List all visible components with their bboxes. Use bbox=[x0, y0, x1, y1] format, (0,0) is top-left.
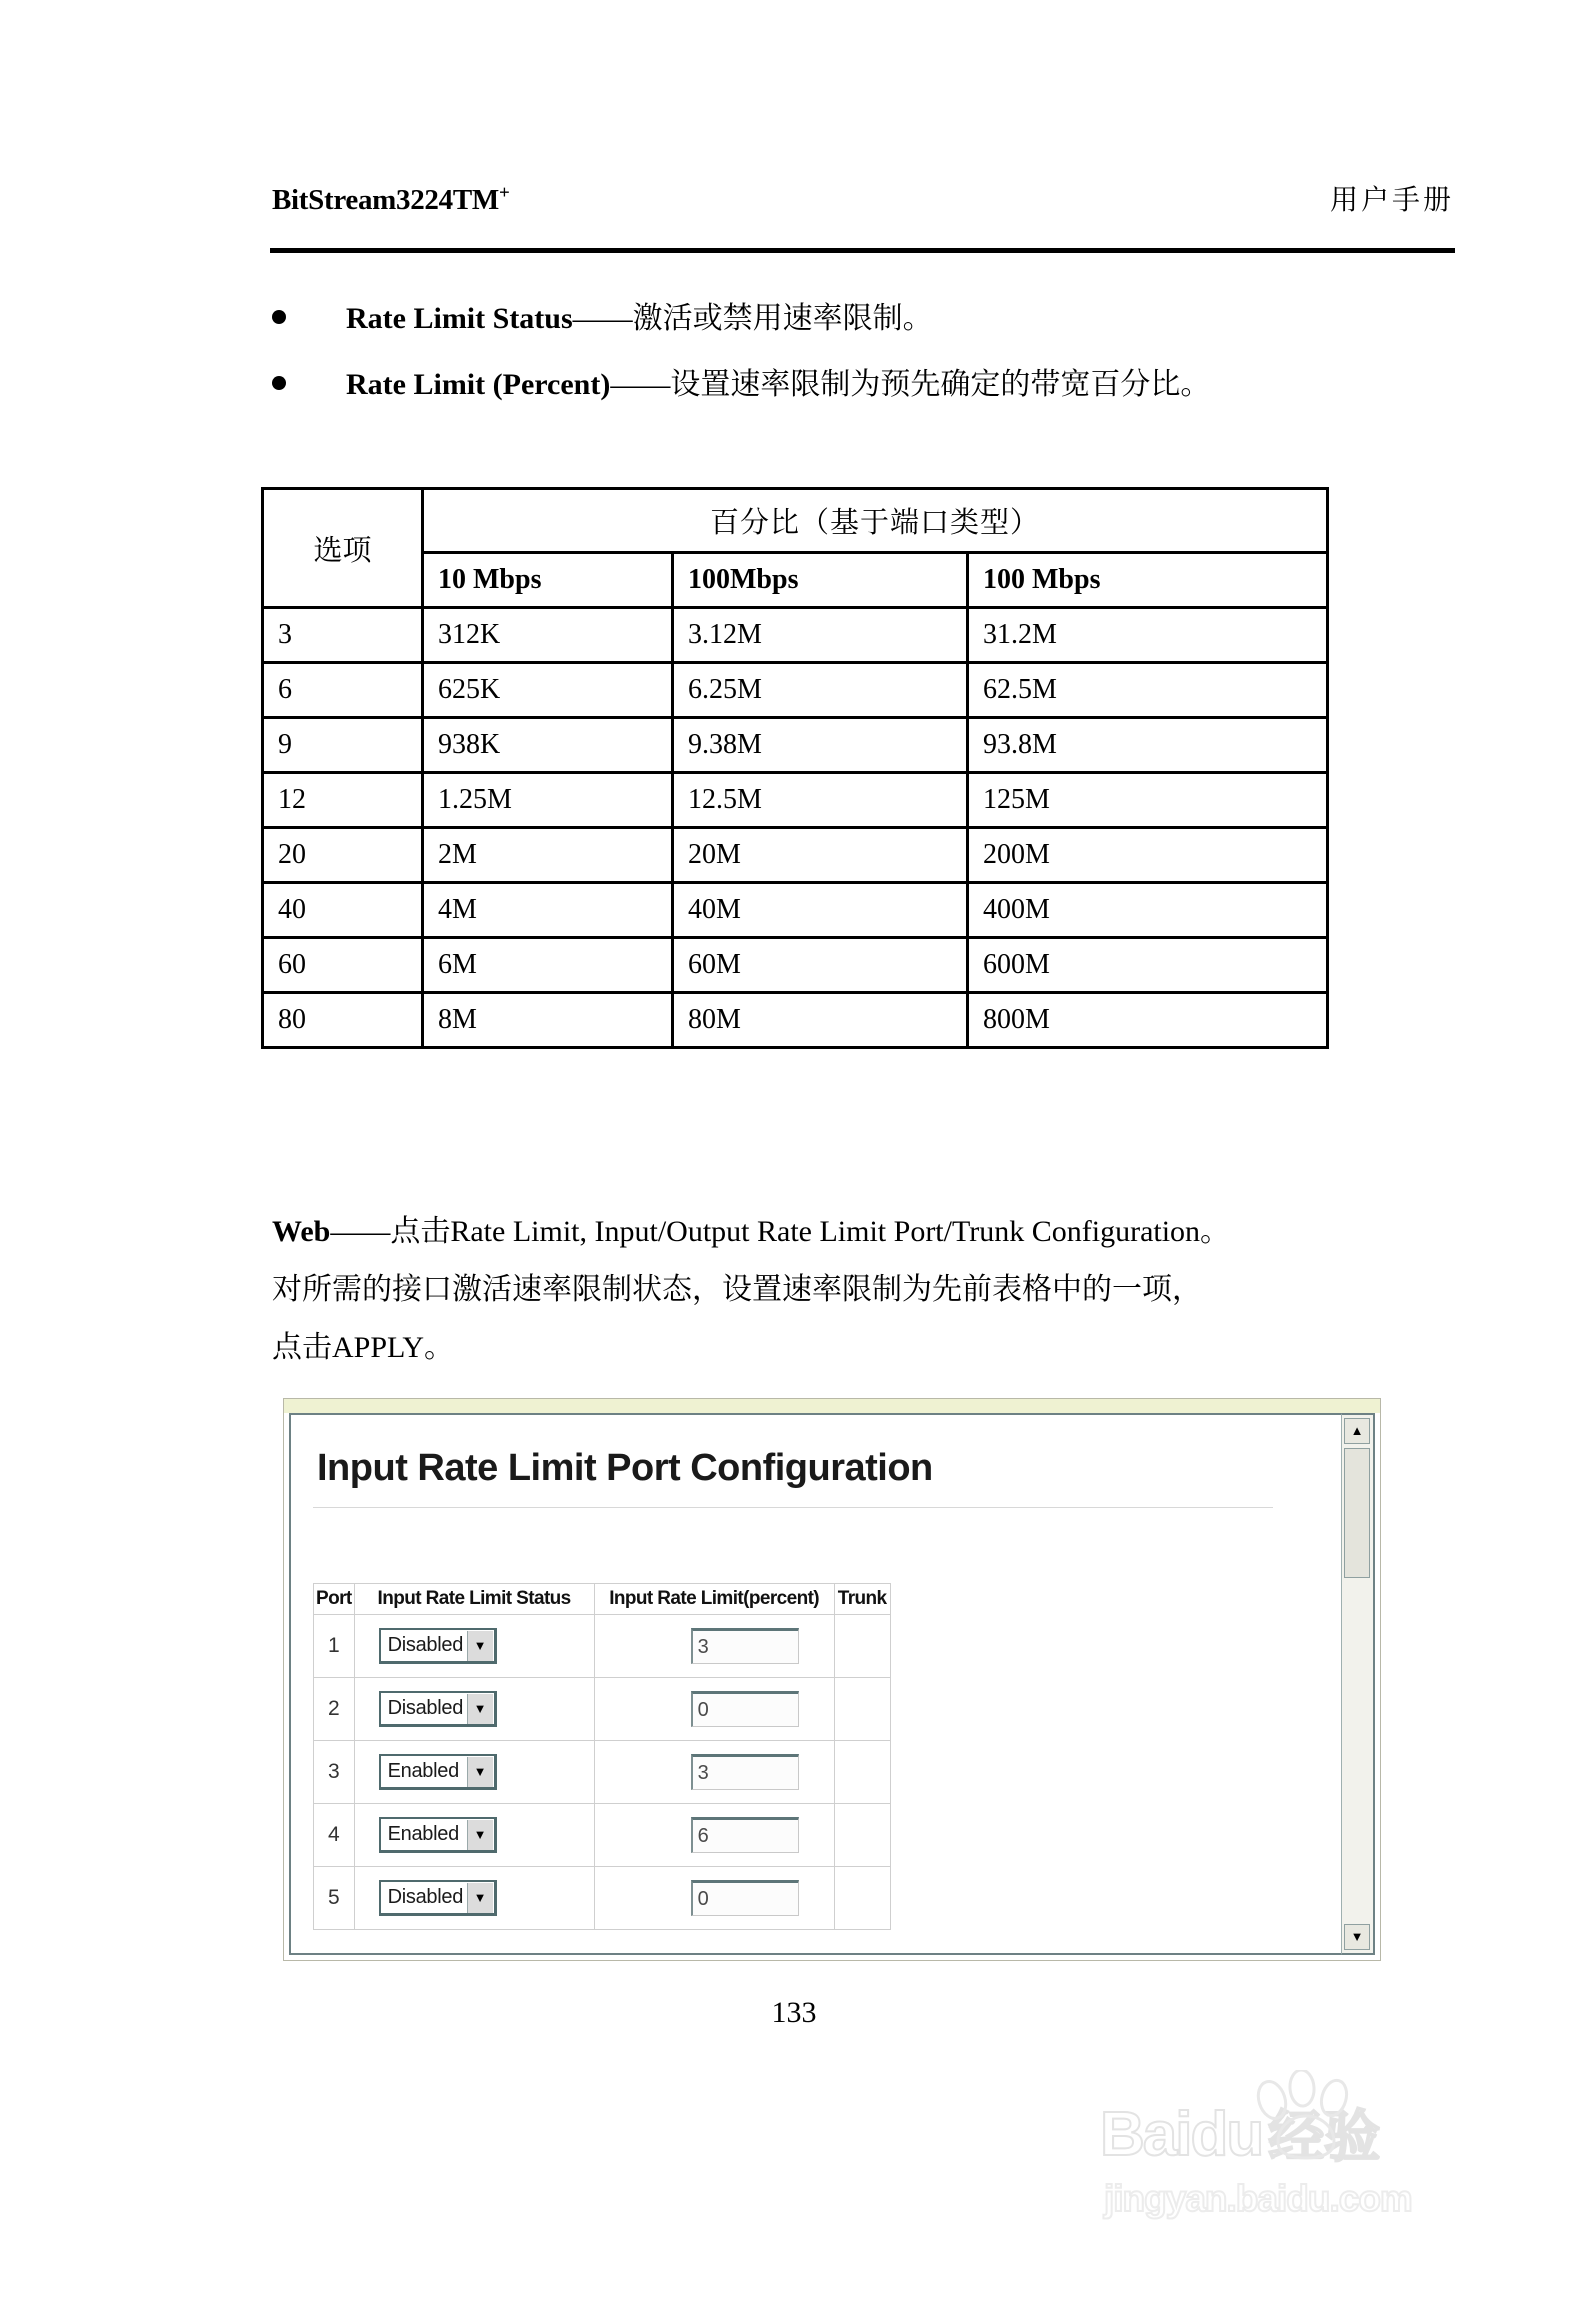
running-header bbox=[272, 178, 1454, 218]
chevron-down-icon: ▼ bbox=[467, 1631, 493, 1661]
cell-10mbps: 4M bbox=[423, 883, 673, 938]
rate-limit-table-body bbox=[263, 608, 1328, 1048]
cell-trunk bbox=[834, 1741, 890, 1804]
screenshot-content-area bbox=[289, 1413, 1375, 1955]
chevron-down-icon: ▼ bbox=[467, 1820, 493, 1850]
column-header-input-rate-limit-status: Input Rate Limit Status bbox=[354, 1584, 594, 1615]
cell-1000mbps: 31.2M bbox=[968, 608, 1328, 663]
cell-port-number: 1 bbox=[314, 1615, 355, 1678]
cell-status bbox=[354, 1678, 594, 1741]
column-header-option: 选项 bbox=[263, 489, 423, 608]
web-instruction-line-2: 对所需的接口激活速率限制状态，设置速率限制为先前表格中的一项， bbox=[272, 1273, 1202, 1306]
bullet-list bbox=[272, 300, 1462, 431]
table-row bbox=[314, 1615, 891, 1678]
column-header-10mbps: 10 Mbps bbox=[423, 553, 673, 608]
cell-trunk bbox=[834, 1678, 890, 1741]
bullet-text bbox=[346, 366, 1210, 404]
table-row bbox=[263, 828, 1328, 883]
cell-option: 20 bbox=[263, 828, 423, 883]
table-header-row bbox=[263, 489, 1328, 553]
bullet-description: ——设置速率限制为预先确定的带宽百分比。 bbox=[610, 367, 1211, 401]
cell-option: 60 bbox=[263, 938, 423, 993]
watermark-url: jingyan.baidu.com bbox=[1104, 2178, 1412, 2219]
cell-1000mbps: 62.5M bbox=[968, 663, 1328, 718]
status-dropdown-port-4[interactable] bbox=[379, 1817, 497, 1853]
cell-option: 80 bbox=[263, 993, 423, 1048]
cell-status bbox=[354, 1741, 594, 1804]
web-instruction-line-1 bbox=[272, 1203, 1472, 1261]
cell-trunk bbox=[834, 1804, 890, 1867]
chevron-down-icon: ▼ bbox=[467, 1757, 493, 1787]
vertical-scrollbar[interactable] bbox=[1341, 1413, 1375, 1955]
scroll-down-arrow-icon[interactable]: ▼ bbox=[1344, 1924, 1370, 1950]
document-model-name bbox=[272, 184, 509, 217]
model-text: BitStream3224TM bbox=[272, 184, 499, 216]
scroll-up-arrow-icon[interactable]: ▲ bbox=[1344, 1418, 1370, 1444]
percent-input-port-3[interactable] bbox=[691, 1754, 799, 1790]
cell-10mbps: 2M bbox=[423, 828, 673, 883]
document-manual-label: 用户手册 bbox=[1329, 185, 1454, 216]
table-row bbox=[314, 1804, 891, 1867]
scrollbar-thumb[interactable] bbox=[1344, 1448, 1370, 1578]
bullet-dot-icon bbox=[272, 376, 286, 390]
table-row bbox=[263, 938, 1328, 993]
cell-option: 12 bbox=[263, 773, 423, 828]
column-header-port: Port bbox=[314, 1584, 355, 1615]
web-instruction-rest: ——点击Rate Limit, Input/Output Rate Limit Port/Trunk Configuration。 bbox=[330, 1215, 1231, 1248]
bullet-term: Rate Limit Status bbox=[346, 302, 573, 335]
cell-status bbox=[354, 1804, 594, 1867]
table-row bbox=[263, 663, 1328, 718]
percent-input-value: 0 bbox=[697, 1698, 709, 1721]
cell-percent bbox=[594, 1867, 834, 1930]
percent-input-port-2[interactable] bbox=[691, 1691, 799, 1727]
percent-input-port-5[interactable] bbox=[691, 1880, 799, 1916]
cell-1000mbps: 125M bbox=[968, 773, 1328, 828]
column-header-input-rate-limit-percent: Input Rate Limit(percent) bbox=[594, 1584, 834, 1615]
table-row bbox=[263, 883, 1328, 938]
cell-option: 3 bbox=[263, 608, 423, 663]
cell-1000mbps: 800M bbox=[968, 993, 1328, 1048]
list-item bbox=[272, 366, 1462, 404]
cell-percent bbox=[594, 1804, 834, 1867]
bullet-dot-icon bbox=[272, 310, 286, 324]
cell-port-number: 3 bbox=[314, 1741, 355, 1804]
watermark-brand-cn: 经验 bbox=[1268, 2107, 1381, 2169]
cell-trunk bbox=[834, 1867, 890, 1930]
column-header-1000mbps: 100 Mbps bbox=[968, 553, 1328, 608]
rate-limit-table bbox=[261, 487, 1329, 1049]
status-dropdown-port-3[interactable] bbox=[379, 1754, 497, 1790]
cell-1000mbps: 200M bbox=[968, 828, 1328, 883]
table-row bbox=[314, 1678, 891, 1741]
cell-100mbps: 20M bbox=[673, 828, 968, 883]
cell-percent bbox=[594, 1615, 834, 1678]
cell-100mbps: 40M bbox=[673, 883, 968, 938]
percent-input-value: 0 bbox=[697, 1887, 709, 1910]
status-dropdown-value: Disabled bbox=[387, 1634, 464, 1656]
status-dropdown-port-1[interactable] bbox=[379, 1628, 497, 1664]
screenshot-page-title: Input Rate Limit Port Configuration bbox=[317, 1447, 933, 1489]
percent-input-value: 3 bbox=[697, 1635, 709, 1658]
web-label: Web bbox=[272, 1215, 331, 1248]
table-subheader-row bbox=[263, 553, 1328, 608]
cell-10mbps: 8M bbox=[423, 993, 673, 1048]
table-row bbox=[314, 1867, 891, 1930]
web-instruction-paragraph bbox=[272, 1203, 1472, 1377]
bullet-text bbox=[346, 300, 933, 338]
cell-10mbps: 938K bbox=[423, 718, 673, 773]
table-row bbox=[314, 1741, 891, 1804]
status-dropdown-value: Disabled bbox=[387, 1886, 464, 1908]
column-header-trunk: Trunk bbox=[834, 1584, 890, 1615]
status-dropdown-value: Enabled bbox=[387, 1823, 459, 1845]
status-dropdown-value: Enabled bbox=[387, 1760, 459, 1782]
port-configuration-table-body bbox=[314, 1615, 891, 1930]
port-configuration-table bbox=[313, 1583, 891, 1930]
cell-port-number: 2 bbox=[314, 1678, 355, 1741]
cell-port-number: 5 bbox=[314, 1867, 355, 1930]
cell-option: 9 bbox=[263, 718, 423, 773]
cell-10mbps: 312K bbox=[423, 608, 673, 663]
chevron-down-icon: ▼ bbox=[467, 1694, 493, 1724]
web-instruction-line-3: 点击APPLY。 bbox=[272, 1331, 455, 1364]
cell-status bbox=[354, 1867, 594, 1930]
screenshot-title-divider bbox=[313, 1507, 1273, 1508]
cell-100mbps: 6.25M bbox=[673, 663, 968, 718]
column-header-100mbps: 100Mbps bbox=[673, 553, 968, 608]
embedded-screenshot-figure bbox=[283, 1398, 1381, 1961]
percent-input-port-1[interactable] bbox=[691, 1628, 799, 1664]
cell-trunk bbox=[834, 1615, 890, 1678]
cell-option: 40 bbox=[263, 883, 423, 938]
status-dropdown-port-2[interactable] bbox=[379, 1691, 497, 1727]
status-dropdown-port-5[interactable] bbox=[379, 1880, 497, 1916]
cell-100mbps: 80M bbox=[673, 993, 968, 1048]
bullet-term: Rate Limit (Percent) bbox=[346, 367, 611, 401]
cell-percent bbox=[594, 1678, 834, 1741]
cell-1000mbps: 400M bbox=[968, 883, 1328, 938]
bullet-description: ——激活或禁用速率限制。 bbox=[572, 302, 933, 335]
table-row bbox=[263, 718, 1328, 773]
cell-100mbps: 3.12M bbox=[673, 608, 968, 663]
table-row bbox=[263, 608, 1328, 663]
screenshot-top-strip bbox=[284, 1399, 1380, 1413]
percent-input-value: 6 bbox=[697, 1824, 709, 1847]
cell-status bbox=[354, 1615, 594, 1678]
table-row bbox=[263, 773, 1328, 828]
cell-1000mbps: 93.8M bbox=[968, 718, 1328, 773]
status-dropdown-value: Disabled bbox=[387, 1697, 464, 1719]
cell-100mbps: 9.38M bbox=[673, 718, 968, 773]
cell-port-number: 4 bbox=[314, 1804, 355, 1867]
column-header-percent: 百分比（基于端口类型） bbox=[423, 489, 1328, 553]
cell-1000mbps: 600M bbox=[968, 938, 1328, 993]
page-number: 133 bbox=[771, 1996, 817, 2029]
cell-100mbps: 60M bbox=[673, 938, 968, 993]
cell-percent bbox=[594, 1741, 834, 1804]
port-table-header-row bbox=[314, 1584, 891, 1615]
paw-print-icon bbox=[1250, 2070, 1370, 2160]
model-superscript: + bbox=[498, 182, 510, 204]
percent-input-port-4[interactable] bbox=[691, 1817, 799, 1853]
watermark-brand: Baidu bbox=[1100, 2100, 1263, 2169]
watermark-brand-row bbox=[1100, 2100, 1381, 2169]
cell-10mbps: 6M bbox=[423, 938, 673, 993]
baidu-watermark bbox=[1100, 2070, 1500, 2250]
cell-10mbps: 625K bbox=[423, 663, 673, 718]
percent-input-value: 3 bbox=[697, 1761, 709, 1784]
list-item bbox=[272, 300, 1462, 338]
chevron-down-icon: ▼ bbox=[467, 1883, 493, 1913]
cell-option: 6 bbox=[263, 663, 423, 718]
table-row bbox=[263, 993, 1328, 1048]
cell-10mbps: 1.25M bbox=[423, 773, 673, 828]
header-divider bbox=[270, 248, 1455, 253]
cell-100mbps: 12.5M bbox=[673, 773, 968, 828]
